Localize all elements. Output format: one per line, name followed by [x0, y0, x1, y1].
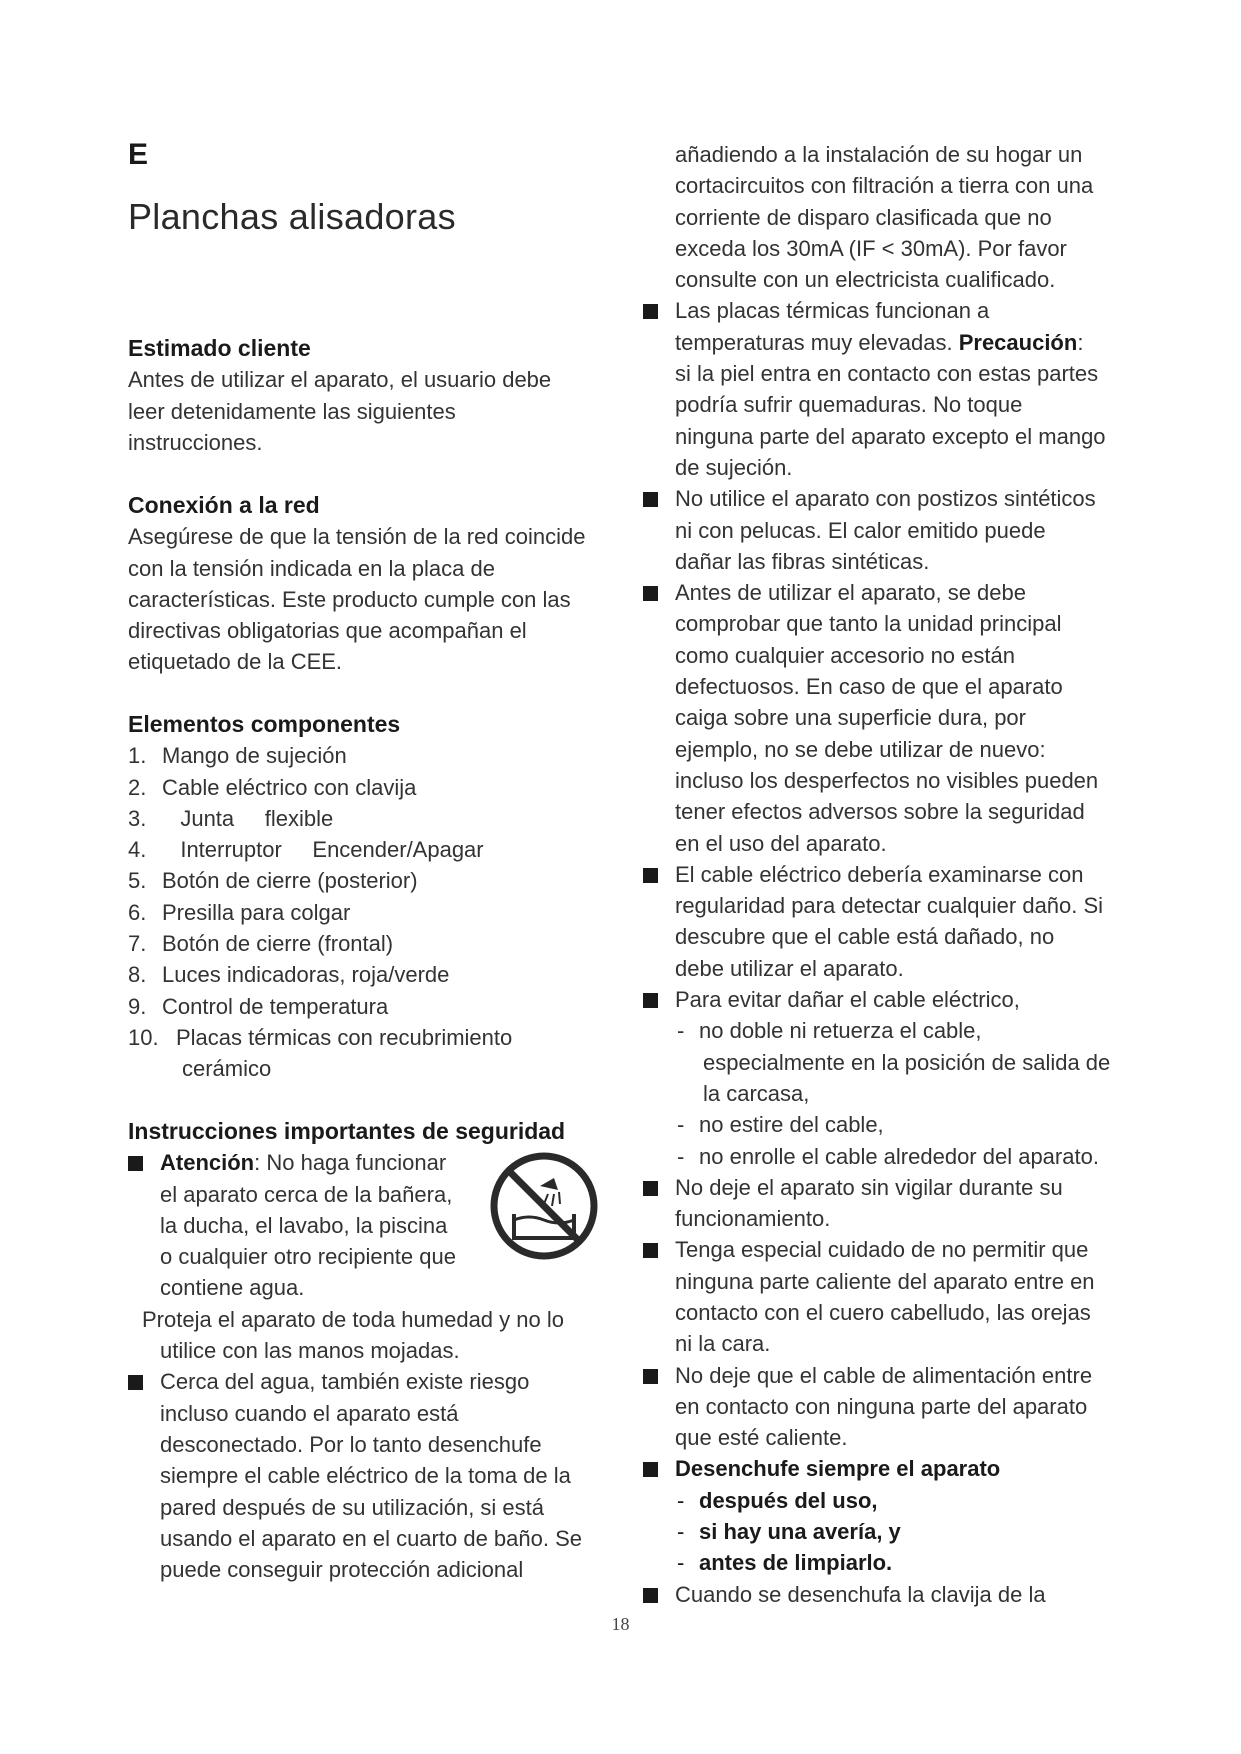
- bullet-alimentacion: [643, 1360, 1143, 1454]
- text-line: utilice con las manos mojadas.: [160, 1338, 460, 1364]
- text-line: Proteja el aparato de toda humedad y no lo: [142, 1306, 564, 1332]
- text-line: Antes de utilizar el aparato, se debe: [675, 580, 1027, 606]
- bullet-antes: [643, 577, 1143, 859]
- text-line: dañar las fibras sintéticas.: [675, 548, 930, 574]
- bullet-square-icon: [128, 1156, 143, 1171]
- bullet-square-icon: [643, 1243, 658, 1258]
- text-line: usando el aparato en el cuarto de baño. Se: [160, 1525, 582, 1551]
- text-line: ni con pelucas. El calor emitido puede: [675, 517, 1046, 543]
- text-line: añadiendo a la instalación de su hogar un: [675, 142, 1083, 167]
- text-line: contiene agua.: [160, 1275, 305, 1301]
- text-line: leer detenidamente las siguientes: [128, 398, 456, 424]
- text-line: No utilice el aparato con postizos sintéticos: [675, 486, 1096, 512]
- bullet-square-icon: [643, 492, 658, 507]
- bullet-vigilar: [643, 1172, 1143, 1235]
- bullet-square-icon: [643, 586, 658, 601]
- list-item: 9. Control de temperatura: [128, 993, 389, 1019]
- heading-cliente: Estimado cliente: [128, 335, 311, 361]
- text-line: descubre que el cable está dañado, no: [675, 924, 1055, 950]
- text-line: podría sufrir quemaduras. No toque: [675, 392, 1023, 418]
- sub-item: - no doble ni retuerza el cable, especialmente en la posición de salida de la carcasa,: [677, 1018, 1111, 1106]
- text-line: temperaturas muy elevadas. Precaución:: [675, 329, 1084, 355]
- text-line: incluso cuando el aparato está: [160, 1400, 459, 1426]
- list-item: 3. Junta flexible: [128, 805, 334, 831]
- text-line: el aparato cerca de la bañera,: [160, 1181, 453, 1207]
- bullet-placas: [643, 295, 1143, 483]
- bullet-cerca: [128, 1366, 608, 1585]
- text-line: ninguna parte del aparato excepto el mango: [675, 423, 1106, 449]
- text-line: pared después de su utilización, si está: [160, 1494, 545, 1520]
- text-line: con la tensión indicada en la placa de: [128, 555, 495, 581]
- text-line: Para evitar dañar el cable eléctrico,: [675, 987, 1020, 1013]
- text-line: debe utilizar el aparato.: [675, 955, 904, 981]
- text-line: comprobar que tanto la unidad principal: [675, 611, 1062, 637]
- list-item-continuation: cerámico: [182, 1056, 272, 1082]
- bullet-square-icon: [643, 868, 658, 883]
- text-line: Cuando se desenchufa la clavija de la: [675, 1581, 1046, 1607]
- text-line: que esté caliente.: [675, 1425, 848, 1451]
- text-line: Las placas térmicas funcionan a: [675, 298, 990, 324]
- text-line: contacto con el cuero cabelludo, las orejas: [675, 1299, 1091, 1325]
- bullet-square-icon: [643, 1588, 658, 1603]
- language-code: E: [128, 138, 149, 171]
- bullet-cable: [643, 859, 1143, 984]
- list-item: 8. Luces indicadoras, roja/verde: [128, 962, 450, 988]
- no-water-warning-icon: [488, 1150, 600, 1262]
- list-item: 4. Interruptor Encender/Apagar: [128, 837, 484, 863]
- text-line: ninguna parte caliente del aparato entre en: [675, 1268, 1095, 1294]
- sub-item: - antes de limpiarlo.: [677, 1550, 893, 1576]
- text-line: en el uso del aparato.: [675, 830, 887, 856]
- sub-item: - después del uso,: [677, 1487, 878, 1513]
- text-line: Asegúrese de que la tensión de la red coincide: [128, 524, 586, 550]
- text-line: Cerca del agua, también existe riesgo: [160, 1369, 530, 1395]
- right-column: [643, 139, 1143, 1610]
- text-line: consulte con un electricista cualificado.: [675, 267, 1056, 293]
- page-number: 18: [611, 1614, 630, 1634]
- heading-elementos: Elementos componentes: [128, 711, 401, 737]
- text-line: etiquetado de la CEE.: [128, 649, 343, 675]
- list-item: 5. Botón de cierre (posterior): [128, 868, 418, 894]
- section-elementos: [128, 709, 608, 1085]
- sub-item: - no estire del cable,: [677, 1112, 884, 1138]
- text-line: exceda los 30mA (IF < 30mA). Por favor: [675, 235, 1067, 261]
- bullet-square-icon: [643, 304, 658, 319]
- section-red: [128, 490, 608, 678]
- text-line: defectuosos. En caso de que el aparato: [675, 674, 1063, 700]
- list-item: 2. Cable eléctrico con clavija: [128, 774, 417, 800]
- text-line: instrucciones.: [128, 429, 263, 455]
- text-line: ejemplo, no se debe utilizar de nuevo:: [675, 736, 1046, 762]
- heading-seguridad: Instrucciones importantes de seguridad: [128, 1118, 566, 1144]
- text-line: Antes de utilizar el aparato, el usuario debe: [128, 367, 552, 393]
- bullet-postizos: [643, 483, 1143, 577]
- bullet-clavija: [643, 1579, 1143, 1610]
- bullet-square-icon: [128, 1375, 143, 1390]
- text-line: directivas obligatorias que acompañan el: [128, 618, 527, 644]
- section-cliente: [128, 333, 608, 458]
- page-title: Planchas alisadoras: [128, 196, 456, 237]
- text-line: en contacto con ninguna parte del aparato: [675, 1393, 1088, 1419]
- bullet-desenchufe: [643, 1453, 1143, 1484]
- text-line: regularidad para detectar cualquier daño. Si: [675, 893, 1104, 919]
- text-line: No deje que el cable de alimentación entre: [675, 1362, 1093, 1388]
- list-item: 7. Botón de cierre (frontal): [128, 931, 394, 957]
- list-item: 10. Placas térmicas con recubrimiento: [128, 1024, 513, 1050]
- bullet-caliente: [643, 1234, 1143, 1359]
- text-line: la ducha, el lavabo, la piscina: [160, 1212, 448, 1238]
- bullet-evitar: [643, 984, 1143, 1015]
- text-line: desconectado. Por lo tanto desenchufe: [160, 1431, 542, 1457]
- text-line: siempre el cable eléctrico de la toma de la: [160, 1463, 571, 1489]
- text-line: Tenga especial cuidado de no permitir que: [675, 1237, 1089, 1263]
- text-line: caiga sobre una superficie dura, por: [675, 705, 1026, 731]
- list-item: 6. Presilla para colgar: [128, 899, 351, 925]
- sub-item: - no enrolle el cable alrededor del aparato.: [677, 1143, 1099, 1169]
- bullet-square-icon: [643, 1369, 658, 1384]
- precaucion-label: Precaución: [958, 329, 1078, 355]
- text-line: tener efectos adversos sobre la seguridad: [675, 799, 1085, 825]
- text-line: características. Este producto cumple con las: [128, 586, 571, 612]
- list-item: 1. Mango de sujeción: [128, 743, 347, 769]
- sub-item: - si hay una avería, y: [677, 1519, 901, 1545]
- bullet-atencion: Atención: No haga funcionar el aparato cerca de la bañera, la ducha, el lavabo, la piscina o cualquier otro recipiente que contiene agua.: [128, 1147, 608, 1303]
- text-line: si la piel entra en contacto con estas partes: [675, 361, 1099, 387]
- bullet-square-icon: [643, 993, 658, 1008]
- text-line: No deje el aparato sin vigilar durante su: [675, 1174, 1063, 1200]
- text-line: o cualquier otro recipiente que: [160, 1244, 456, 1270]
- text-line: Desenchufe siempre el aparato: [675, 1456, 1001, 1482]
- bullet-square-icon: [643, 1181, 658, 1196]
- text-line: corriente de disparo clasificada que no: [675, 204, 1052, 230]
- components-list: [128, 740, 608, 1084]
- text-line: de sujeción.: [675, 454, 793, 480]
- text-line: puede conseguir protección adicional: [160, 1557, 524, 1583]
- text-line: incluso los desperfectos no visibles pueden: [675, 767, 1099, 793]
- atencion-label: Atención: [160, 1150, 255, 1176]
- bullet-square-icon: [643, 1462, 658, 1477]
- text-line: funcionamiento.: [675, 1206, 831, 1232]
- text-line: como cualquier accesorio no están: [675, 642, 1015, 668]
- text-line: ni la cara.: [675, 1331, 771, 1357]
- text-line: cortacircuitos con filtración a tierra con una: [675, 173, 1094, 199]
- heading-red: Conexión a la red: [128, 492, 320, 518]
- text-line: El cable eléctrico debería examinarse con: [675, 861, 1084, 887]
